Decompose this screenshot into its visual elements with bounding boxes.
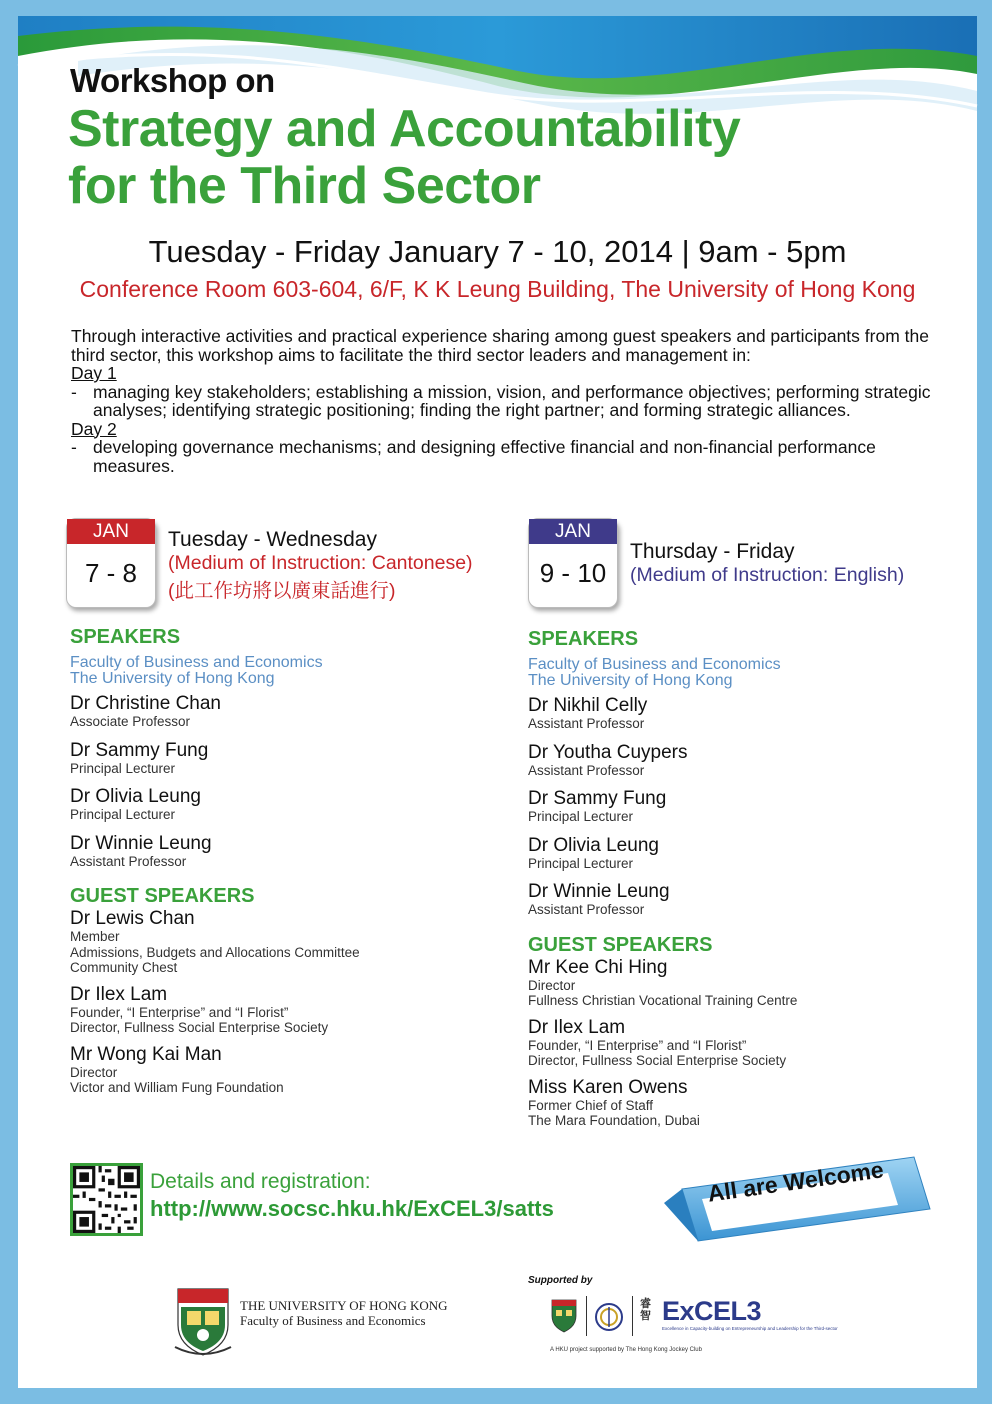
day2-bullet [71, 438, 931, 475]
speakers-heading: SPEAKERS [70, 626, 181, 648]
faculty-name: Faculty of Business and Economics [70, 654, 323, 671]
day2-label: Day 2 [71, 418, 117, 439]
footer-university: THE UNIVERSITY OF HONG KONG [240, 1298, 448, 1313]
event-venue: Conference Room 603-604, 6/F, K K Leung Building, The University of Hong Kong [79, 276, 916, 302]
day1-label: Day 1 [71, 363, 117, 383]
speaker-list [528, 695, 948, 918]
guest-item [528, 957, 948, 1009]
welcome-text: All are Welcome [706, 1156, 886, 1207]
hku-crest-small-icon [550, 1298, 578, 1334]
guest-name: Miss Karen Owens [528, 1076, 688, 1098]
logo-divider [632, 1296, 633, 1336]
event-date-time: Tuesday - Friday January 7 - 10, 2014 | 9am - 5pm [148, 234, 847, 269]
speaker-role: Principal Lecturer [70, 760, 176, 776]
registration-label: Details and registration: [150, 1170, 371, 1193]
poster [18, 16, 977, 1388]
guest-name: Dr Ilex Lam [70, 983, 168, 1005]
speaker-item [528, 835, 948, 872]
speaker-item [70, 786, 490, 823]
university-text-block [240, 1298, 448, 1328]
speaker-item [70, 740, 490, 777]
guest-org: Director, Fullness Social Enterprise Society [70, 1020, 329, 1035]
hku-crest-logo [173, 1285, 233, 1357]
speakers-heading: SPEAKERS [528, 628, 639, 650]
faculty-seal-icon [594, 1302, 624, 1332]
guest-item [70, 984, 490, 1036]
guest-org: Admissions, Budgets and Allocations Committee [70, 944, 360, 960]
speaker-item [528, 788, 948, 825]
speaker-role: Associate Professor [70, 714, 191, 729]
calendar-days: 9 - 10 [539, 558, 607, 588]
guest-role: Founder, “I Enterprise” and “I Florist” [528, 1037, 747, 1053]
calendar-month: JAN [67, 519, 155, 544]
title-line-1: Strategy and Accountability [68, 100, 741, 158]
guest-item [528, 1017, 948, 1069]
guest-name: Mr Kee Chi Hing [528, 956, 668, 978]
day2-text: developing governance mechanisms; and designing effective financial and non-financial performance measures. [93, 437, 876, 476]
registration-link[interactable]: http://www.socsc.hku.hk/ExCEL3/satts [150, 1196, 554, 1221]
speaker-item [528, 695, 948, 732]
bullet-dash: - [71, 437, 77, 457]
speaker-name: Dr Olivia Leung [528, 834, 659, 856]
session-days: Tuesday - Wednesday [168, 528, 377, 551]
logo-divider [586, 1296, 587, 1336]
session-medium: (Medium of Instruction: Cantonese) [168, 552, 473, 574]
guest-role: Member [70, 929, 120, 944]
guest-list [528, 957, 948, 1129]
day1-bullet [71, 383, 931, 420]
excel3-logo: ExCEL3 [662, 1296, 762, 1326]
workshop-kicker: Workshop on [70, 62, 275, 99]
speaker-name: Dr Christine Chan [70, 693, 221, 714]
speaker-name: Dr Olivia Leung [70, 786, 201, 807]
day1-text: managing key stakeholders; establishing a mission, vision, and performance objectives; performing strategic analyses; identifying strategic positioning; finding the right partner; and forming strategic alliances. [93, 381, 931, 420]
speaker-role: Assistant Professor [528, 762, 645, 778]
speakers-right [528, 628, 948, 1129]
excel3-tagline: Excellence in Capacity-building on Entrepreneurship and Leadership for the Third-sector [662, 1326, 838, 1331]
session-medium: (Medium of Instruction: English) [630, 564, 905, 586]
speaker-name: Dr Sammy Fung [528, 788, 667, 809]
speaker-item [70, 833, 490, 870]
speaker-list [70, 693, 490, 869]
bullet-dash: - [71, 381, 77, 402]
guest-item [70, 908, 490, 976]
faculty-name: Faculty of Business and Economics [528, 656, 781, 673]
calendar-days: 7 - 8 [84, 558, 138, 588]
speaker-name: Dr Winnie Leung [70, 832, 212, 854]
speaker-role: Assistant Professor [528, 716, 645, 731]
footer-faculty: Faculty of Business and Economics [240, 1313, 426, 1328]
welcome-tag [658, 1155, 938, 1241]
sponsor-logos [550, 1296, 838, 1340]
guest-speakers-heading: GUEST SPEAKERS [70, 885, 255, 907]
session-medium-zh: (此工作坊將以廣東話進行) [168, 580, 396, 602]
speaker-name: Dr Sammy Fung [70, 739, 209, 761]
calendar-icon-left [66, 518, 156, 608]
speaker-role: Principal Lecturer [528, 809, 634, 824]
title-line-2: for the Third Sector [68, 157, 541, 215]
intro-section [71, 327, 931, 475]
speaker-name: Dr Youtha Cuypers [528, 741, 688, 763]
session-right-info [630, 540, 904, 587]
university-name: The University of Hong Kong [528, 672, 733, 689]
workshop-title [68, 101, 740, 215]
guest-org: Victor and William Fung Foundation [70, 1080, 284, 1095]
speaker-name: Dr Nikhil Celly [528, 695, 648, 716]
guest-speakers-heading: GUEST SPEAKERS [528, 933, 713, 956]
speaker-item [528, 742, 948, 779]
calendar-icon-right [528, 518, 618, 608]
calendar-month: JAN [529, 519, 617, 544]
speaker-item [70, 693, 490, 730]
guest-role: Founder, “I Enterprise” and “I Florist” [70, 1004, 289, 1020]
session-left-info [168, 528, 473, 603]
university-name: The University of Hong Kong [70, 670, 275, 687]
speaker-role: Assistant Professor [70, 853, 187, 869]
speaker-item [528, 881, 948, 918]
guest-role: Director [528, 977, 576, 993]
guest-role: Director [70, 1064, 118, 1080]
guest-role: Former Chief of Staff [528, 1097, 654, 1113]
session-days: Thursday - Friday [630, 540, 795, 563]
guest-name: Mr Wong Kai Man [70, 1043, 222, 1065]
hkjc-note: A HKU project supported by The Hong Kong Jockey Club [550, 1347, 702, 1353]
qr-code-icon[interactable] [70, 1163, 143, 1236]
guest-list [70, 908, 490, 1096]
guest-name: Dr Lewis Chan [70, 908, 195, 929]
guest-org: Community Chest [70, 960, 178, 975]
guest-org: Fullness Christian Vocational Training Centre [528, 993, 798, 1008]
supported-by-label: Supported by [528, 1275, 593, 1286]
guest-org: Director, Fullness Social Enterprise Society [528, 1053, 787, 1068]
speaker-role: Principal Lecturer [70, 807, 176, 822]
speakers-left [70, 626, 490, 1096]
guest-item [528, 1077, 948, 1129]
guest-org: The Mara Foundation, Dubai [528, 1113, 700, 1128]
guest-item [70, 1044, 490, 1096]
speaker-role: Principal Lecturer [528, 855, 634, 871]
intro-text: Through interactive activities and practical experience sharing among guest speakers and participants from the third sector, this workshop aims to facilitate the third sector leaders and management in: [71, 326, 929, 365]
guest-name: Dr Ilex Lam [528, 1016, 626, 1038]
speaker-name: Dr Winnie Leung [528, 881, 670, 902]
speaker-role: Assistant Professor [528, 902, 645, 917]
chinese-mark-icon: 睿 智 [640, 1298, 651, 1322]
